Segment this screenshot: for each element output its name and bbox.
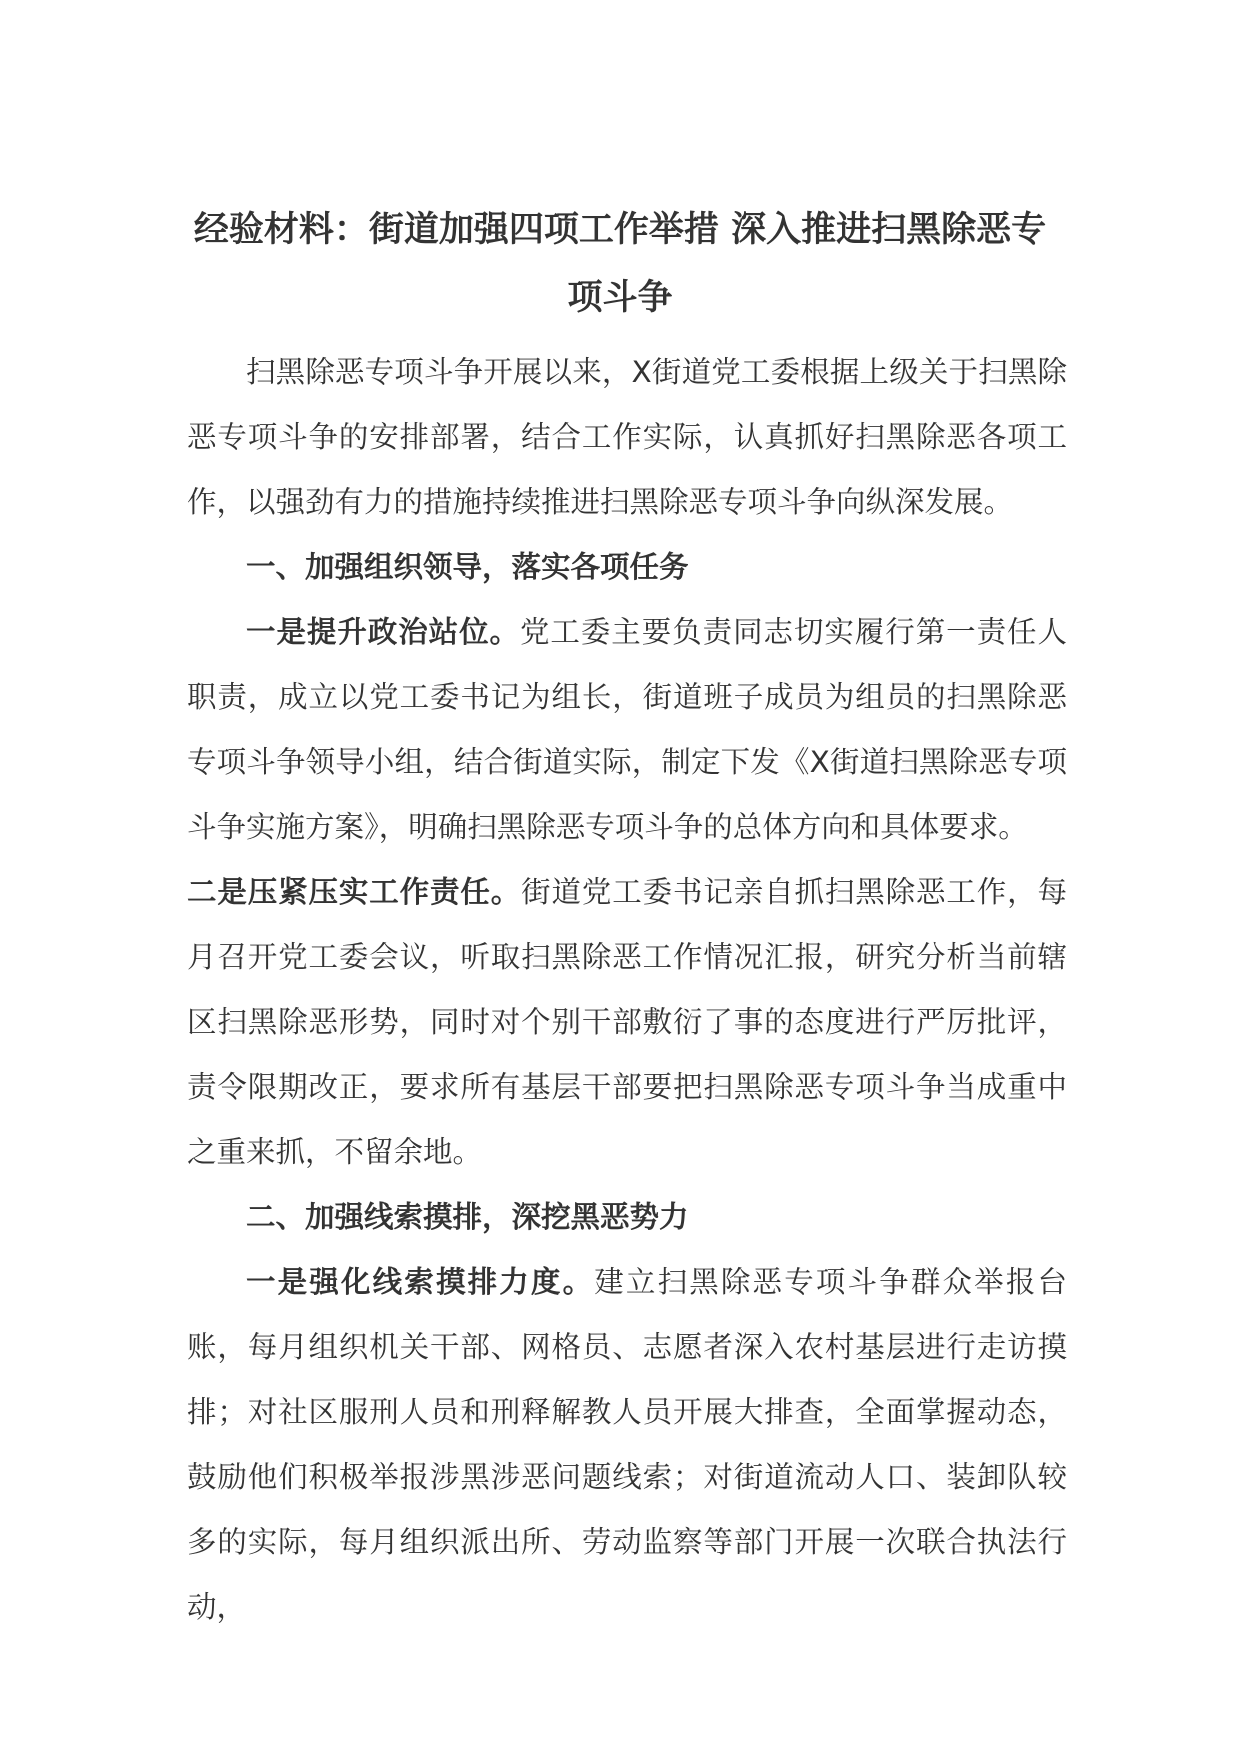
section1-point2-lead: 二是压紧压实工作责任。 <box>187 875 522 909</box>
section1-point2-paragraph <box>187 860 1067 1185</box>
section-heading-1: 一、加强组织领导，落实各项任务 <box>246 550 689 584</box>
intro-paragraph: 扫黑除恶专项斗争开展以来，X街道党工委根据上级关于扫黑除恶专项斗争的安排部署，结合工作实际，认真抓好扫黑除恶各项工作，以强劲有力的措施持续推进扫黑除恶专项斗争向纵深发展。 <box>187 355 1067 519</box>
document-title: 经验材料：街道加强四项工作举措 深入推进扫黑除恶专项斗争 <box>193 210 1047 318</box>
section1-point2-text: 街道党工委书记亲自抓扫黑除恶工作，每月召开党工委会议，听取扫黑除恶工作情况汇报，研究分析当前辖区扫黑除恶形势，同时对个别干部敷衍了事的态度进行严厉批评，责令限期改正，要求所有基层干部要把扫黑除恶专项斗争当成重中之重来抓，不留余地。 <box>187 875 1067 1169</box>
section2-point1-paragraph <box>187 1250 1067 1640</box>
section2-point1-text: 建立扫黑除恶专项斗争群众举报台账，每月组织机关干部、网格员、志愿者深入农村基层进行走访摸排；对社区服刑人员和刑释解教人员开展大排查，全面掌握动态，鼓励他们积极举报涉黑涉恶问题线索；对街道流动人口、装卸队较多的实际，每月组织派出所、劳动监察等部门开展一次联合执法行动， <box>187 1265 1067 1624</box>
section2-point1-lead: 一是强化线索摸排力度。 <box>246 1265 595 1299</box>
section1-point1-text: 党工委主要负责同志切实履行第一责任人职责，成立以党工委书记为组长，街道班子成员为组员的扫黑除恶专项斗争领导小组，结合街道实际，制定下发《X街道扫黑除恶专项斗争实施方案》，明确扫黑除恶专项斗争的总体方向和具体要求。 <box>187 615 1067 844</box>
document-body <box>187 340 1067 1640</box>
section1-point1-paragraph <box>187 600 1067 860</box>
section-heading-2: 二、加强线索摸排，深挖黑恶势力 <box>246 1200 689 1234</box>
section1-point1-lead: 一是提升政治站位。 <box>246 615 520 649</box>
